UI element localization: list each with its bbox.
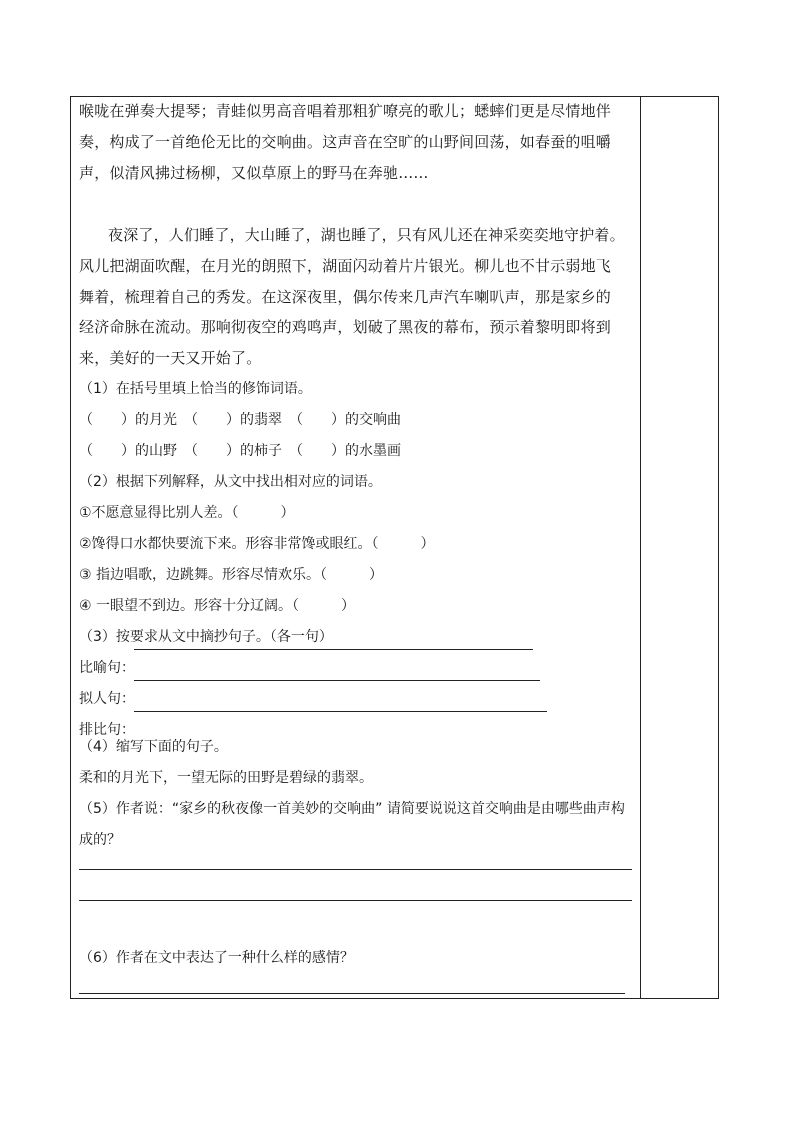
question-5-answer-line[interactable] — [79, 869, 632, 870]
parallelism-label: 排比句： — [79, 722, 135, 738]
simile-label: 比喻句： — [79, 660, 135, 676]
parallelism-answer-line[interactable] — [134, 711, 547, 712]
table-column-divider — [640, 96, 641, 999]
question-5-line: （5）作者说：“家乡的秋夜像一首美妙的交响曲” 请简要说说这首交响曲是由哪些曲声构 — [79, 801, 625, 817]
personification-label: 拟人句： — [79, 691, 135, 707]
question-2-item: ①不愿意显得比别人差。（ ） — [79, 505, 295, 521]
question-3-title: （3）按要求从文中摘抄句子。（各一句） — [79, 629, 333, 645]
question-6-title: （6）作者在文中表达了一种什么样的感情？ — [79, 950, 354, 966]
passage-line: 风儿把湖面吹醒，在月光的朗照下，湖面闪动着片片银光。柳儿也不甘示弱地飞 — [79, 257, 612, 275]
question-2-item: ④ 一眼望不到边。形容十分辽阔。（ ） — [79, 598, 355, 614]
passage-line: 来，美好的一天又开始了。 — [79, 349, 262, 367]
question-2-item: ③ 指边唱歌，边跳舞。形容尽情欢乐。（ ） — [79, 567, 383, 583]
question-6-answer-line[interactable] — [79, 993, 625, 994]
passage-line: 声，似清风拂过杨柳，又似草原上的野马在奔驰…… — [79, 164, 429, 182]
question-5-answer-line[interactable] — [79, 900, 632, 901]
personification-answer-line[interactable] — [134, 680, 540, 681]
question-2-item: ②馋得口水都快要流下来。形容非常馋或眼红。（ ） — [79, 536, 435, 552]
question-4-sentence: 柔和的月光下，一望无际的田野是碧绿的翡翠。 — [79, 770, 373, 786]
question-1-title: （1）在括号里填上恰当的修饰词语。 — [79, 381, 312, 397]
question-5-line: 成的？ — [79, 832, 121, 848]
simile-answer-line[interactable] — [134, 649, 533, 650]
question-1-row: （ ）的月光 （ ）的翡翠 （ ）的交响曲 — [79, 412, 401, 428]
passage-line: 舞着，梳理着自己的秀发。在这深夜里，偶尔传来几声汽车喇叭声，那是家乡的 — [79, 288, 612, 306]
passage-line: 经济命脉在流动。那响彻夜空的鸡鸣声，划破了黑夜的幕布，预示着黎明即将到 — [79, 318, 612, 336]
question-1-row: （ ）的山野 （ ）的柿子 （ ）的水墨画 — [79, 443, 401, 459]
passage-line: 夜深了，人们睡了，大山睡了，湖也睡了，只有风儿还在神采奕奕地守护着。 — [108, 226, 625, 244]
passage-line: 奏，构成了一首绝伦无比的交响曲。这声音在空旷的山野间回荡，如春蚕的咀嚼 — [79, 133, 612, 151]
passage-line: 喉咙在弹奏大提琴；青蛙似男高音唱着那粗犷嘹亮的歌儿；蟋蟀们更是尽情地伴 — [79, 102, 612, 120]
question-2-title: （2）根据下列解释，从文中找出相对应的词语。 — [79, 474, 382, 490]
question-4-title: （4）缩写下面的句子。 — [79, 739, 228, 755]
